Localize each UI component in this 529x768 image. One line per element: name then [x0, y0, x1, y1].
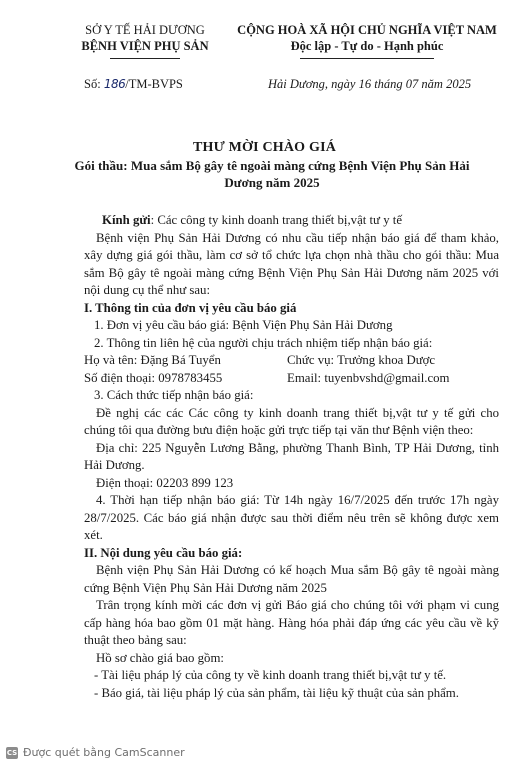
contact-row-1 — [84, 352, 499, 370]
item-4-deadline: 4. Thời hạn tiếp nhận báo giá: Từ 14h ngày 16/7/2025 đến trước 17h ngày 28/7/2025. Các báo giá nhận được sau thời điểm nêu trên sẽ không được xem xét. — [84, 493, 499, 542]
section-1-heading: I. Thông tin của đơn vị yêu cầu báo giá — [84, 300, 297, 315]
telephone: Điện thoại: 02203 899 123 — [96, 475, 234, 490]
national-block — [232, 22, 502, 54]
org-line-1: SỞ Y TẾ HẢI DƯƠNG — [85, 23, 205, 37]
item-1: 1. Đơn vị yêu cầu báo giá: Bệnh Viện Phụ Sản Hải Dương — [94, 318, 393, 332]
contact-position: Chức vụ: Trưởng khoa Dược — [287, 353, 436, 367]
reference-number — [84, 77, 183, 92]
nation-line-1: CỘNG HOÀ XÃ HỘI CHỦ NGHĨA VIỆT NAM — [237, 23, 497, 37]
ref-prefix: Số: — [84, 77, 101, 91]
contact-row-2 — [84, 370, 499, 388]
contact-email: Email: tuyenbvshd@gmail.com — [287, 370, 450, 385]
org-line-2: BỆNH VIỆN PHỤ SẢN — [81, 39, 209, 53]
dossier-item-2: - Báo giá, tài liệu pháp lý của sản phẩm, tài liệu kỹ thuật của sản phẩm. — [94, 685, 459, 700]
recipient-label: Kính gửi — [102, 213, 151, 227]
item-2: 2. Thông tin liên hệ của người chịu trách nhiệm tiếp nhận báo giá: — [94, 335, 433, 350]
document-date: Hải Dương, ngày 16 tháng 07 năm 2025 — [268, 77, 472, 91]
document-body — [84, 212, 499, 702]
dossier-item-1: - Tài liệu pháp lý của công ty về kinh doanh trang thiết bị,vật tư y tế. — [94, 668, 447, 682]
dossier-heading: Hồ sơ chào giá bao gồm: — [96, 650, 224, 665]
section-2-heading: II. Nội dung yêu cầu báo giá: — [84, 545, 243, 560]
submission-method: Đề nghị các các Các công ty kinh doanh trang thiết bị,vật tư y tế gửi cho chúng tôi qua đường bưu điện hoặc gửi trực tiếp tại văn thư Bệnh viện theo: — [84, 405, 499, 437]
invitation-paragraph: Trân trọng kính mời các đơn vị gửi Báo giá cho chúng tôi với phạm vi cung cấp hàng hóa bao gồm 01 mặt hàng. Hàng hóa phải đáp ứng các yêu cầu về kỹ thuật theo bảng sau: — [84, 598, 499, 647]
document-title: THƯ MỜI CHÀO GIÁ — [192, 140, 337, 155]
scanner-text: Được quét bằng CamScanner — [23, 746, 185, 759]
procurement-plan: Bệnh viện Phụ Sản Hải Dương có kế hoạch Mua sắm Bộ gây tê ngoài màng cứng Bệnh Viện Phụ Sản Hải Dương năm 2025 — [84, 563, 499, 595]
nation-line-2: Độc lập - Tự do - Hạnh phúc — [290, 39, 444, 53]
scanner-watermark — [6, 746, 185, 759]
intro-paragraph: Bệnh viện Phụ Sản Hải Dương có nhu cầu tiếp nhận báo giá để tham khảo, xây dựng giá gói thầu, làm cơ sở tổ chức lựa chọn nhà thầu cho gói thầu: Mua sắm Bộ gây tê ngoài màng cứng Bệnh Viện Phụ Sản Hải Dương năm 2025 với nội dung cụ thể như sau: — [84, 230, 499, 297]
camscanner-icon: CS — [6, 748, 18, 757]
recipient-text: : Các công ty kinh doanh trang thiết bị,vật tư y tế — [150, 213, 403, 227]
contact-name: Họ và tên: Đặng Bá Tuyển — [84, 353, 221, 367]
recipient-line — [84, 212, 499, 230]
organization-block — [60, 22, 230, 54]
item-3: 3. Cách thức tiếp nhận báo giá: — [94, 388, 254, 402]
ref-handwritten-number: 186 — [103, 77, 126, 91]
address: Địa chỉ: 225 Nguyễn Lương Bằng, phường Thanh Bình, TP Hải Dương, tỉnh Hải Dương. — [84, 440, 499, 472]
document-header — [0, 22, 529, 112]
ref-suffix: /TM-BVPS — [125, 77, 183, 91]
document-subtitle: Gói thầu: Mua sắm Bộ gây tê ngoài màng cứng Bệnh Viện Phụ Sản Hải Dương năm 2025 — [74, 158, 470, 190]
org-underline — [110, 58, 180, 59]
contact-phone: Số điện thoại: 0978783455 — [84, 370, 223, 385]
nation-underline — [300, 58, 434, 59]
